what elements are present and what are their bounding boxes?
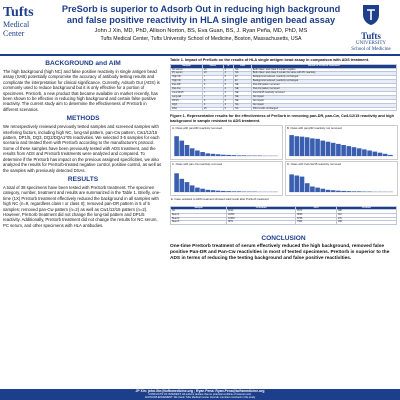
table-cell: NC [171, 210, 227, 214]
chart-bar [174, 173, 179, 192]
table-cell: 9820 [296, 214, 337, 218]
results-table [170, 64, 397, 112]
table-cell: 5 [223, 76, 233, 80]
chart-bar [226, 191, 231, 192]
panel-c [170, 161, 283, 196]
chart-bar [373, 151, 378, 155]
poster-footer [0, 389, 400, 400]
table-header-cell: Untreated [227, 206, 296, 210]
table-cell: Background reduced, reactivity unchanged [251, 80, 396, 84]
table-cell: DQ3 [171, 103, 203, 107]
table-row [171, 107, 397, 111]
table-cell: 4 [223, 80, 233, 84]
table-header-cell: Result of PreSorb treatment [251, 64, 396, 68]
table-cell: 11602 [227, 214, 296, 218]
conclusion-text: One-time PreSorb treatment of serum effectively reduced the high background, removed false positive Pan-DR and Pan-Cw reactivities in most of tested specimens. PreSorb is superior to the ADS in terms of reducing the testing background and false positive reactivities. [170, 243, 390, 261]
table-cell: NE [234, 95, 252, 99]
results-heading: RESULTS [67, 175, 99, 183]
chart-bar [336, 190, 341, 191]
table-cell: I [202, 95, 223, 99]
panel-b [285, 125, 398, 160]
table-header-cell: Sample [171, 206, 227, 210]
chart-bar [326, 141, 331, 155]
conclusion-heading: CONCLUSION [261, 234, 306, 242]
chart-bar [216, 154, 221, 156]
table-cell: No impact [251, 103, 396, 107]
table-body [171, 210, 397, 225]
table-cell: 8410 [227, 210, 296, 214]
chart-bar [315, 138, 320, 155]
disclosure-text: CONFLICTS OF INTEREST: All authors declare that no potential conflicts of interest exist. [148, 393, 252, 396]
table-header-cell: ADS [234, 64, 252, 68]
table-cell: DSA results unchanged [251, 107, 396, 111]
chart-bar [289, 135, 294, 156]
table-cell: 6572 [296, 210, 337, 214]
chart-bar [180, 140, 185, 155]
panel-c-bars [171, 167, 281, 194]
table-cell: 3 [223, 72, 233, 76]
table-cell: Background reduced, reactivity unchanged [251, 76, 396, 80]
table-cell: Ef [234, 80, 252, 84]
panel-label: B. Class with pan-DR reactivity not removed [287, 125, 342, 130]
table-cell: Both class I and class II remain the same with PC reactivity [251, 72, 396, 76]
chart-bar [237, 191, 242, 192]
table-header-cell: PreSorb [336, 206, 396, 210]
chart-bar [305, 137, 310, 156]
chart-bar [226, 155, 231, 156]
table-cell: 9871 [227, 221, 296, 225]
panel-label: C. Class with pan-Cw reactivity removed [172, 161, 223, 166]
chart-bar [367, 150, 372, 156]
table-cell: 388 [336, 210, 396, 214]
table1-caption: Table 1. Impact of PreSorb on the results of HLA single antigen bead assay in comparison with ADS treatment. [170, 58, 370, 62]
chart-bar [357, 148, 362, 156]
chart-bar [216, 190, 221, 191]
chart-bar [190, 185, 195, 192]
chart-bar [341, 145, 346, 156]
chart-bar [347, 191, 352, 192]
table-cell: Pan-Cw [171, 88, 203, 92]
chart-bar [237, 155, 242, 156]
table-cell: 8755 [296, 217, 337, 221]
chart-bar [300, 136, 305, 155]
header-divider [0, 54, 400, 56]
table-cell: II [202, 84, 223, 88]
figure-caption: Figure 1. Representative results for the effectiveness of PreSorb in removing pan-DR, pan-Cw, Cw1/12/15 reactivity and high background in sample resistant to ADS treatment. [170, 114, 394, 124]
chart-bar [331, 190, 336, 192]
chart-bar [295, 175, 300, 192]
table-cell: II [202, 80, 223, 84]
figure-panels [170, 125, 397, 233]
table-cell: 3 [223, 103, 233, 107]
table-cell: 2 [223, 88, 233, 92]
panel-b-bars [286, 131, 396, 158]
background-text: The high background (high NC) and false positive reactivity in single antigen bead assay (SAB) potentially compromise the accuracy of antibody testing results and complicate the interpretation for clinical significance. Currently, Adsorb Out (ADS) is commonly used to reduce background but it is only effective for a portion of specimens. PreSorb, a new product that became available on market recently, has been shown to be effective in reducing high background and certain false positive reactivity. The current study aim to determine the effectiveness of PreSorb in different scenarios. [3, 69, 160, 112]
table-cell: 5 [223, 84, 233, 88]
table-cell: DP1/5 [171, 99, 203, 103]
chart-bar [242, 155, 247, 156]
table-cell: 7904 [296, 221, 337, 225]
table-header-cell: Class [202, 64, 223, 68]
table-cell: II [202, 103, 223, 107]
chart-bar [200, 152, 205, 156]
table-cell: Ef [234, 76, 252, 80]
chart-bar [341, 191, 346, 192]
chart-bar [310, 186, 315, 192]
chart-bar [321, 140, 326, 155]
shield-icon [361, 4, 381, 26]
right-column [170, 58, 397, 388]
table-cell: I/II [202, 107, 223, 111]
table-cell: 10233 [227, 217, 296, 221]
chart-bar [352, 191, 357, 192]
table-cell: 5 [223, 107, 233, 111]
table-header-cell: Sample [171, 64, 203, 68]
panel-a [170, 125, 283, 160]
table-cell: NE [234, 88, 252, 92]
poster-affiliation: Tufts Medical Center, Tufts University School of Medicine, Boston, Massachusetts, USA [100, 36, 302, 42]
table-cell: Cw1/12/15 reactivity removed [251, 91, 396, 95]
table-cell: Pan-DR [171, 84, 203, 88]
chart-bar [206, 153, 211, 156]
results-text: A total of 38 specimens have been tested with PreSorb treatment. The specimen category, number, treatment and results are summarized in the Table 1. Briefly, one-time (1X) PreSorb treatment effectively reduced the background in all samples with high NC (n=9, regardless class I or class II); removed pan-DR pattern in 5 of 5 samples; removed pan-Cw pattern (n=2) as well as Cw1/12/15 pattern (n=2). However, PreSorb treatment did not change the long-tail pattern and DP1/5 reactivity. Additionally, PreSorb treatment did not change the results for NC serum, PC serum, and other specimens with HLA antibodies. [3, 184, 161, 228]
table-cell: 3 [223, 95, 233, 99]
poster-header [0, 0, 400, 56]
panel-label: E. Case resistant to ADS treatment showed solid result after PreSorb treatment [171, 196, 269, 201]
table-cell: 3 [223, 68, 233, 72]
table-cell: High NC [171, 76, 203, 80]
chart-bar [352, 147, 357, 156]
table-cell: I [202, 76, 223, 80]
tufts-school-of-medicine-logo: Tufts UNIVERSITY School of Medicine [346, 4, 396, 48]
contact-info: JP Xin: john.Xin@tuftsmedicine.org ; Ryan Pena: Ryan.Pena@tuftsmedicine.org [135, 389, 265, 393]
table-cell: Bead 3 [171, 221, 227, 225]
table-cell: 198 [336, 221, 396, 225]
chart-bar [289, 174, 294, 192]
table-cell: 3 [223, 99, 233, 103]
table-cell: PC serum [171, 72, 203, 76]
table-cell: No impact [251, 95, 396, 99]
table-cell: Pan-Cw pattern removed [251, 88, 396, 92]
chart-bar [232, 155, 237, 156]
panel-label: A. Class with pan-DR reactivity removed [172, 125, 223, 130]
chart-bar [347, 146, 352, 156]
table-cell: I [202, 91, 223, 95]
table-cell: NA [234, 103, 252, 107]
chart-bar [357, 191, 362, 192]
tufts-medical-center-logo: Tufts Medical Center [3, 5, 34, 38]
table-header-cell: ADS [296, 206, 337, 210]
chart-bar [388, 155, 393, 156]
chart-bar [300, 176, 305, 191]
methods-text: We retrospectively reviewed previously tested samples and screened samples with interfering factors, including high NC, long-tail pattern, pan-Cw pattern, Cw1/12/15 pattern, DP1/5, DQ3, DQ2/DQA1*05 reactivities. We selected 3-5 samples for each scenario and treated them with PreSorb according to the manufacture's protocol. Some of these samples have been previously tested with ADS treatment, and the results from ADS and PreSorb treatments were analyzed and compared. To determine if the PreSorb has impact on the previous assigned specificities, we also analyzed the results for PreSorb-treated negative control, positive control, as well as the samples with previously detected DSAs. [3, 124, 162, 173]
table-cell: I [202, 88, 223, 92]
panel-d-bars [286, 167, 396, 194]
chart-bar [195, 150, 200, 156]
chart-bar [200, 188, 205, 191]
table-cell: 276 [336, 217, 396, 221]
table-cell: NE [234, 84, 252, 88]
table-cell: Long-tail [171, 95, 203, 99]
table-cell: I/II [202, 72, 223, 76]
chart-bar [180, 178, 185, 191]
table-cell: NA [234, 107, 252, 111]
table-header-cell: N [223, 64, 233, 68]
background-heading: BACKGROUND and AIM [45, 60, 121, 67]
table-cell: Both class I and class II remain negative [251, 68, 396, 72]
table-cell: Bead 1 [171, 214, 227, 218]
chart-bar [315, 187, 320, 191]
table-cell: NE [234, 99, 252, 103]
table-cell: 312 [336, 214, 396, 218]
table-cell: No impact [251, 99, 396, 103]
table-cell: Bead 2 [171, 217, 227, 221]
chart-bar [185, 145, 190, 156]
table-cell: NE [234, 91, 252, 95]
chart-bar [221, 191, 226, 192]
chart-bar [211, 190, 216, 192]
table-cell: NA [234, 72, 252, 76]
table-row [171, 221, 397, 225]
panel-e-label-wrap [170, 197, 396, 205]
table-cell: NC serum [171, 68, 203, 72]
chart-bar [190, 148, 195, 156]
chart-bar [310, 138, 315, 156]
table-cell: NA [234, 68, 252, 72]
panel-d [285, 161, 398, 196]
chart-bar [174, 136, 179, 156]
chart-bar [232, 191, 237, 192]
table-cell: II [202, 99, 223, 103]
chart-bar [383, 153, 388, 155]
table-cell: 2 [223, 91, 233, 95]
chart-bar [336, 144, 341, 156]
chart-bar [326, 189, 331, 191]
chart-bar [211, 153, 216, 155]
chart-bar [295, 136, 300, 156]
acknowledgement-text: ACKNOWLEDGEMENT: We thank Tufts Medical Center HLA lab members involved in this study [144, 396, 256, 400]
chart-bar [378, 152, 383, 155]
ads-comparison-table [170, 206, 397, 226]
table-cell: Cw1/12/15 [171, 91, 203, 95]
panel-label: D. Class with Cw1/12/15 reactivity removed [287, 161, 341, 166]
chart-bar [305, 183, 310, 192]
panel-a-bars [171, 131, 281, 158]
poster-authors: John J Xin, MD, PhD, Allison Norton, BS, Eva Guan, BS, J. Ryan Peña, MD, PhD, MS [94, 28, 308, 34]
table-cell: Pan-DR pattern removed [251, 84, 396, 88]
table-cell: I/II [202, 68, 223, 72]
chart-bar [321, 188, 326, 191]
chart-bar [221, 154, 226, 155]
methods-heading: METHODS [66, 115, 100, 123]
table-cell: DSA [171, 107, 203, 111]
chart-bar [362, 149, 367, 156]
chart-bar [206, 189, 211, 191]
table-body [171, 68, 397, 111]
chart-bar [195, 187, 200, 191]
left-column [3, 58, 163, 388]
chart-bar [331, 142, 336, 155]
poster-title: PreSorb is superior to Adsorb Out in reducing high background and false positive reactivity in HLA single antigen bead assay [61, 4, 341, 25]
table-cell: High NC [171, 80, 203, 84]
chart-bar [185, 182, 190, 192]
